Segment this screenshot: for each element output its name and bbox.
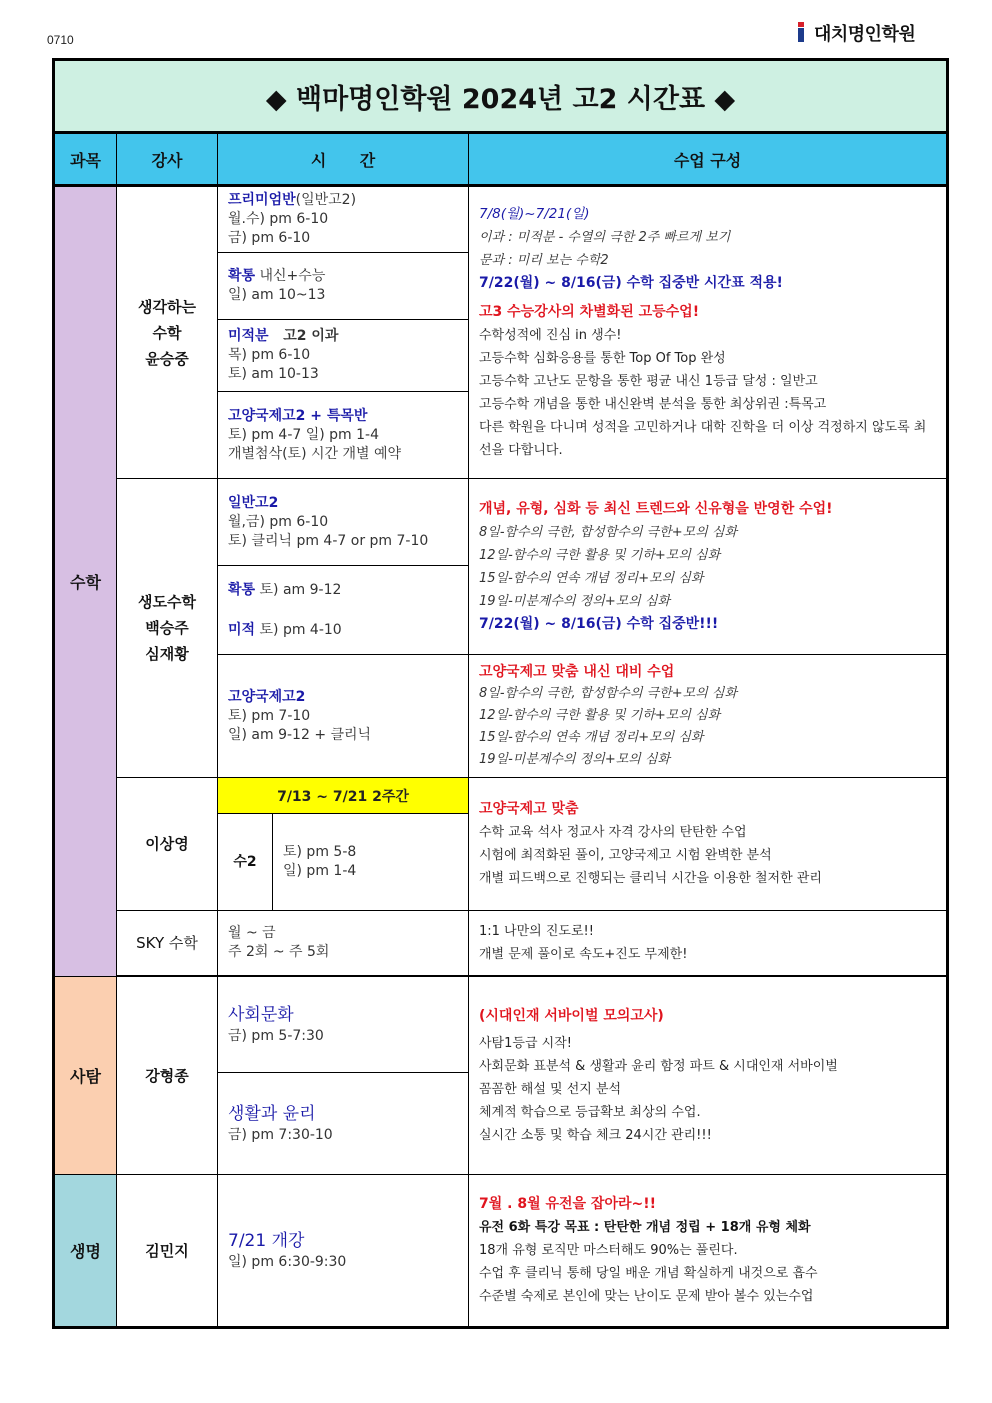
schedule-line: 금) pm 7:30-10: [228, 1127, 333, 1143]
course-description: [469, 479, 948, 655]
schedule-line: 월.수) pm 6-10: [228, 211, 329, 227]
time-slot: [218, 1073, 469, 1175]
desc-notice: 7/22(월) ~ 8/16(금) 수학 집중반 시간표 적용!: [479, 275, 783, 291]
teacher-line: 생도수학: [138, 593, 196, 611]
desc-line: 12일-함수의 극한 활용 및 기하+모의 심화: [479, 547, 721, 563]
teacher-line: 윤승중: [145, 349, 189, 368]
class-title-extra: 고2 이과: [268, 328, 339, 344]
teacher-kim: 김민지: [117, 1175, 218, 1328]
schedule-line: 개별첨삭(토) 시간 개별 예약: [228, 445, 402, 462]
desc-line: 꼼꼼한 해설 및 선지 분석: [479, 1081, 622, 1097]
academy-logo-icon: [793, 22, 809, 44]
desc-line: 8일-함수의 극한, 합성함수의 극한+모의 심화: [479, 686, 738, 701]
desc-line: 고등수학 고난도 문항을 통한 평균 내신 1등급 달성 : 일반고: [479, 374, 818, 389]
schedule-line: 토) 클리닉 pm 4-7 or pm 7-10: [228, 532, 429, 549]
time-slot: [218, 479, 469, 566]
desc-headline: 7월 . 8월 유전을 잡아라~!!: [479, 1196, 656, 1212]
timetable: [52, 58, 949, 1329]
schedule-line: 일) pm 6:30-9:30: [228, 1254, 347, 1270]
course-description: [469, 911, 948, 976]
desc-line: 1:1 나만의 진도로!!: [479, 924, 594, 939]
class-title-extra: 내신+수능: [255, 268, 326, 284]
desc-line: 19일-미분계수의 정의+모의 심화: [479, 752, 671, 767]
time-slot: [218, 320, 469, 392]
desc-line: 15일-함수의 연속 개념 정리+모의 심화: [479, 730, 704, 745]
schedule-line: 월,금) pm 6-10: [228, 513, 329, 530]
time-slot: [273, 814, 469, 911]
course-name: 수2: [218, 814, 273, 911]
teacher-saengdo: [117, 479, 218, 778]
header-time: 시 간: [218, 133, 469, 186]
header-subject: 과목: [54, 133, 117, 186]
schedule-line: 일) am 10~13: [228, 287, 326, 303]
desc-line: 12일-함수의 극한 활용 및 기하+모의 심화: [479, 708, 721, 723]
header-teacher: 강사: [117, 133, 218, 186]
desc-line: 8일-함수의 극한, 합성함수의 극한+모의 심화: [479, 524, 738, 540]
desc-line: 고등수학 개념을 통한 내신완벽 분석을 통한 최상위권 :특목고: [479, 397, 827, 412]
schedule-line: 월 ~ 금: [228, 925, 276, 941]
class-title: 확통: [228, 582, 256, 598]
header-content: 수업 구성: [469, 133, 948, 186]
teacher-kang: 강형종: [117, 977, 218, 1175]
teacher-lee: 이상영: [117, 778, 218, 911]
desc-headline: 고양국제고 맞춤 내신 대비 수업: [479, 664, 675, 680]
class-title-extra: (일반고2): [295, 192, 357, 208]
teacher-sky: SKY 수학: [117, 911, 218, 976]
desc-headline: (시대인재 서바이벌 모의고사): [479, 1007, 664, 1024]
course-description: [469, 1175, 948, 1328]
time-slot: [218, 566, 469, 655]
time-slot: [218, 392, 469, 479]
schedule-line: 토) am 9-12: [255, 582, 342, 598]
page-title: ◆ 백마명인학원 2024년 고2 시간표 ◆: [54, 60, 948, 133]
schedule-line: 토) pm 4-10: [255, 622, 342, 638]
teacher-line: 백승주: [145, 619, 189, 637]
class-title: 7/21 개강: [228, 1231, 305, 1251]
class-title: 고양국제고2: [228, 688, 306, 705]
teacher-line: 수학: [152, 323, 182, 342]
time-slot: [218, 911, 469, 976]
logo-text: 대치명인학원: [814, 24, 916, 45]
class-title: 미적: [228, 622, 256, 638]
course-description: [469, 778, 948, 911]
desc-line: 수준별 숙제로 본인에 맞는 난이도 문제 받아 볼수 있는수업: [479, 1289, 814, 1304]
teacher-line: 심재황: [145, 645, 189, 663]
desc-line: 수업 후 클리닉 통해 당일 배운 개념 확실하게 내것으로 흡수: [479, 1266, 818, 1281]
desc-headline: 개념, 유형, 심화 등 최신 트렌드와 신유형을 반영한 수업!: [479, 500, 833, 517]
desc-bold-line: 유전 6화 특강 목표 : 탄탄한 개념 정립 + 18개 유형 체화: [479, 1220, 811, 1235]
desc-line: 수학성적에 진심 in 생수!: [479, 328, 622, 343]
class-title: 확통: [228, 268, 256, 284]
desc-line: 고등수학 심화응용를 통한 Top Of Top 완성: [479, 351, 726, 366]
schedule-line: 토) pm 5-8: [283, 844, 357, 860]
desc-line: 수학 교육 석사 정교사 자격 강사의 탄탄한 수업: [479, 825, 747, 840]
time-slot: [218, 977, 469, 1073]
schedule-line: 금) pm 6-10: [228, 230, 311, 246]
desc-notice: 7/22(월) ~ 8/16(금) 수학 집중반!!!: [479, 615, 719, 632]
class-title: 고양국제고2 + 특목반: [228, 407, 368, 424]
subject-math: 수학: [54, 186, 117, 977]
desc-line: 시험에 최적화된 풀이, 고양국제고 시험 완벽한 분석: [479, 848, 772, 863]
desc-line: 18개 유형 로직만 마스터해도 90%는 풀린다.: [479, 1243, 738, 1258]
time-slot: [218, 253, 469, 320]
desc-headline: 고양국제고 맞춤: [479, 801, 579, 817]
desc-line: 체계적 학습으로 등급확보 최상의 수업.: [479, 1104, 701, 1120]
schedule-line: 일) pm 1-4: [283, 863, 357, 879]
course-description: [469, 977, 948, 1175]
teacher-yoon: [117, 186, 218, 479]
class-title: 생활과 윤리: [228, 1104, 316, 1124]
document-code: 0710: [47, 33, 74, 47]
time-slot: [218, 186, 469, 253]
time-slot: [218, 655, 469, 778]
desc-line: 사회문화 표분석 & 생활과 윤리 함정 파트 & 시대인재 서바이벌: [479, 1058, 838, 1074]
desc-line: 15일-함수의 연속 개념 정리+모의 심화: [479, 570, 704, 586]
schedule-line: 토) am 10-13: [228, 366, 319, 382]
schedule-line: 일) am 9-12 + 클리닉: [228, 726, 372, 743]
schedule-line: 토) pm 7-10: [228, 707, 311, 724]
desc-line: 실시간 소통 및 학습 체크 24시간 관리!!!: [479, 1127, 712, 1143]
desc-line: 개별 피드백으로 진행되는 클리닉 시간을 이용한 철저한 관리: [479, 871, 822, 886]
schedule-line: 주 2회 ~ 주 5회: [228, 944, 330, 960]
period-banner: 7/13 ~ 7/21 2주간: [218, 778, 469, 814]
schedule-line: 목) pm 6-10: [228, 347, 311, 363]
schedule-line: 토) pm 4-7 일) pm 1-4: [228, 426, 380, 443]
desc-period: 7/8(월)~7/21(일): [479, 206, 590, 222]
academy-logo: [793, 20, 915, 46]
course-description: [469, 655, 948, 778]
header-row: [54, 133, 948, 186]
teacher-line: 생각하는: [138, 297, 196, 316]
course-description: [469, 186, 948, 479]
desc-line: 다른 학원을 다니며 성적을 고민하거나 대학 진학을 더 이상 걱정하지 않도록 최선을 다합니다.: [479, 420, 927, 458]
subject-bio: 생명: [54, 1175, 117, 1328]
schedule-line: 금) pm 5-7:30: [228, 1028, 324, 1044]
desc-headline: 고3 수능강사의 차별화된 고등수업!: [479, 304, 700, 320]
subject-social: 사탐: [54, 977, 117, 1175]
desc-line: 이과 : 미적분 - 수열의 극한 2주 빠르게 보기: [479, 230, 731, 245]
class-title: 일반고2: [228, 494, 279, 511]
desc-line: 개별 문제 풀이로 속도+진도 무제한!: [479, 947, 688, 962]
class-title: 사회문화: [228, 1005, 294, 1025]
desc-line: 문과 : 미리 보는 수학2: [479, 253, 609, 268]
desc-line: 19일-미분계수의 정의+모의 심화: [479, 593, 671, 609]
class-title: 미적분: [228, 328, 269, 344]
time-slot: [218, 1175, 469, 1328]
class-title: 프리미엄반: [228, 192, 296, 208]
desc-line: 사탐1등급 시작!: [479, 1035, 572, 1051]
